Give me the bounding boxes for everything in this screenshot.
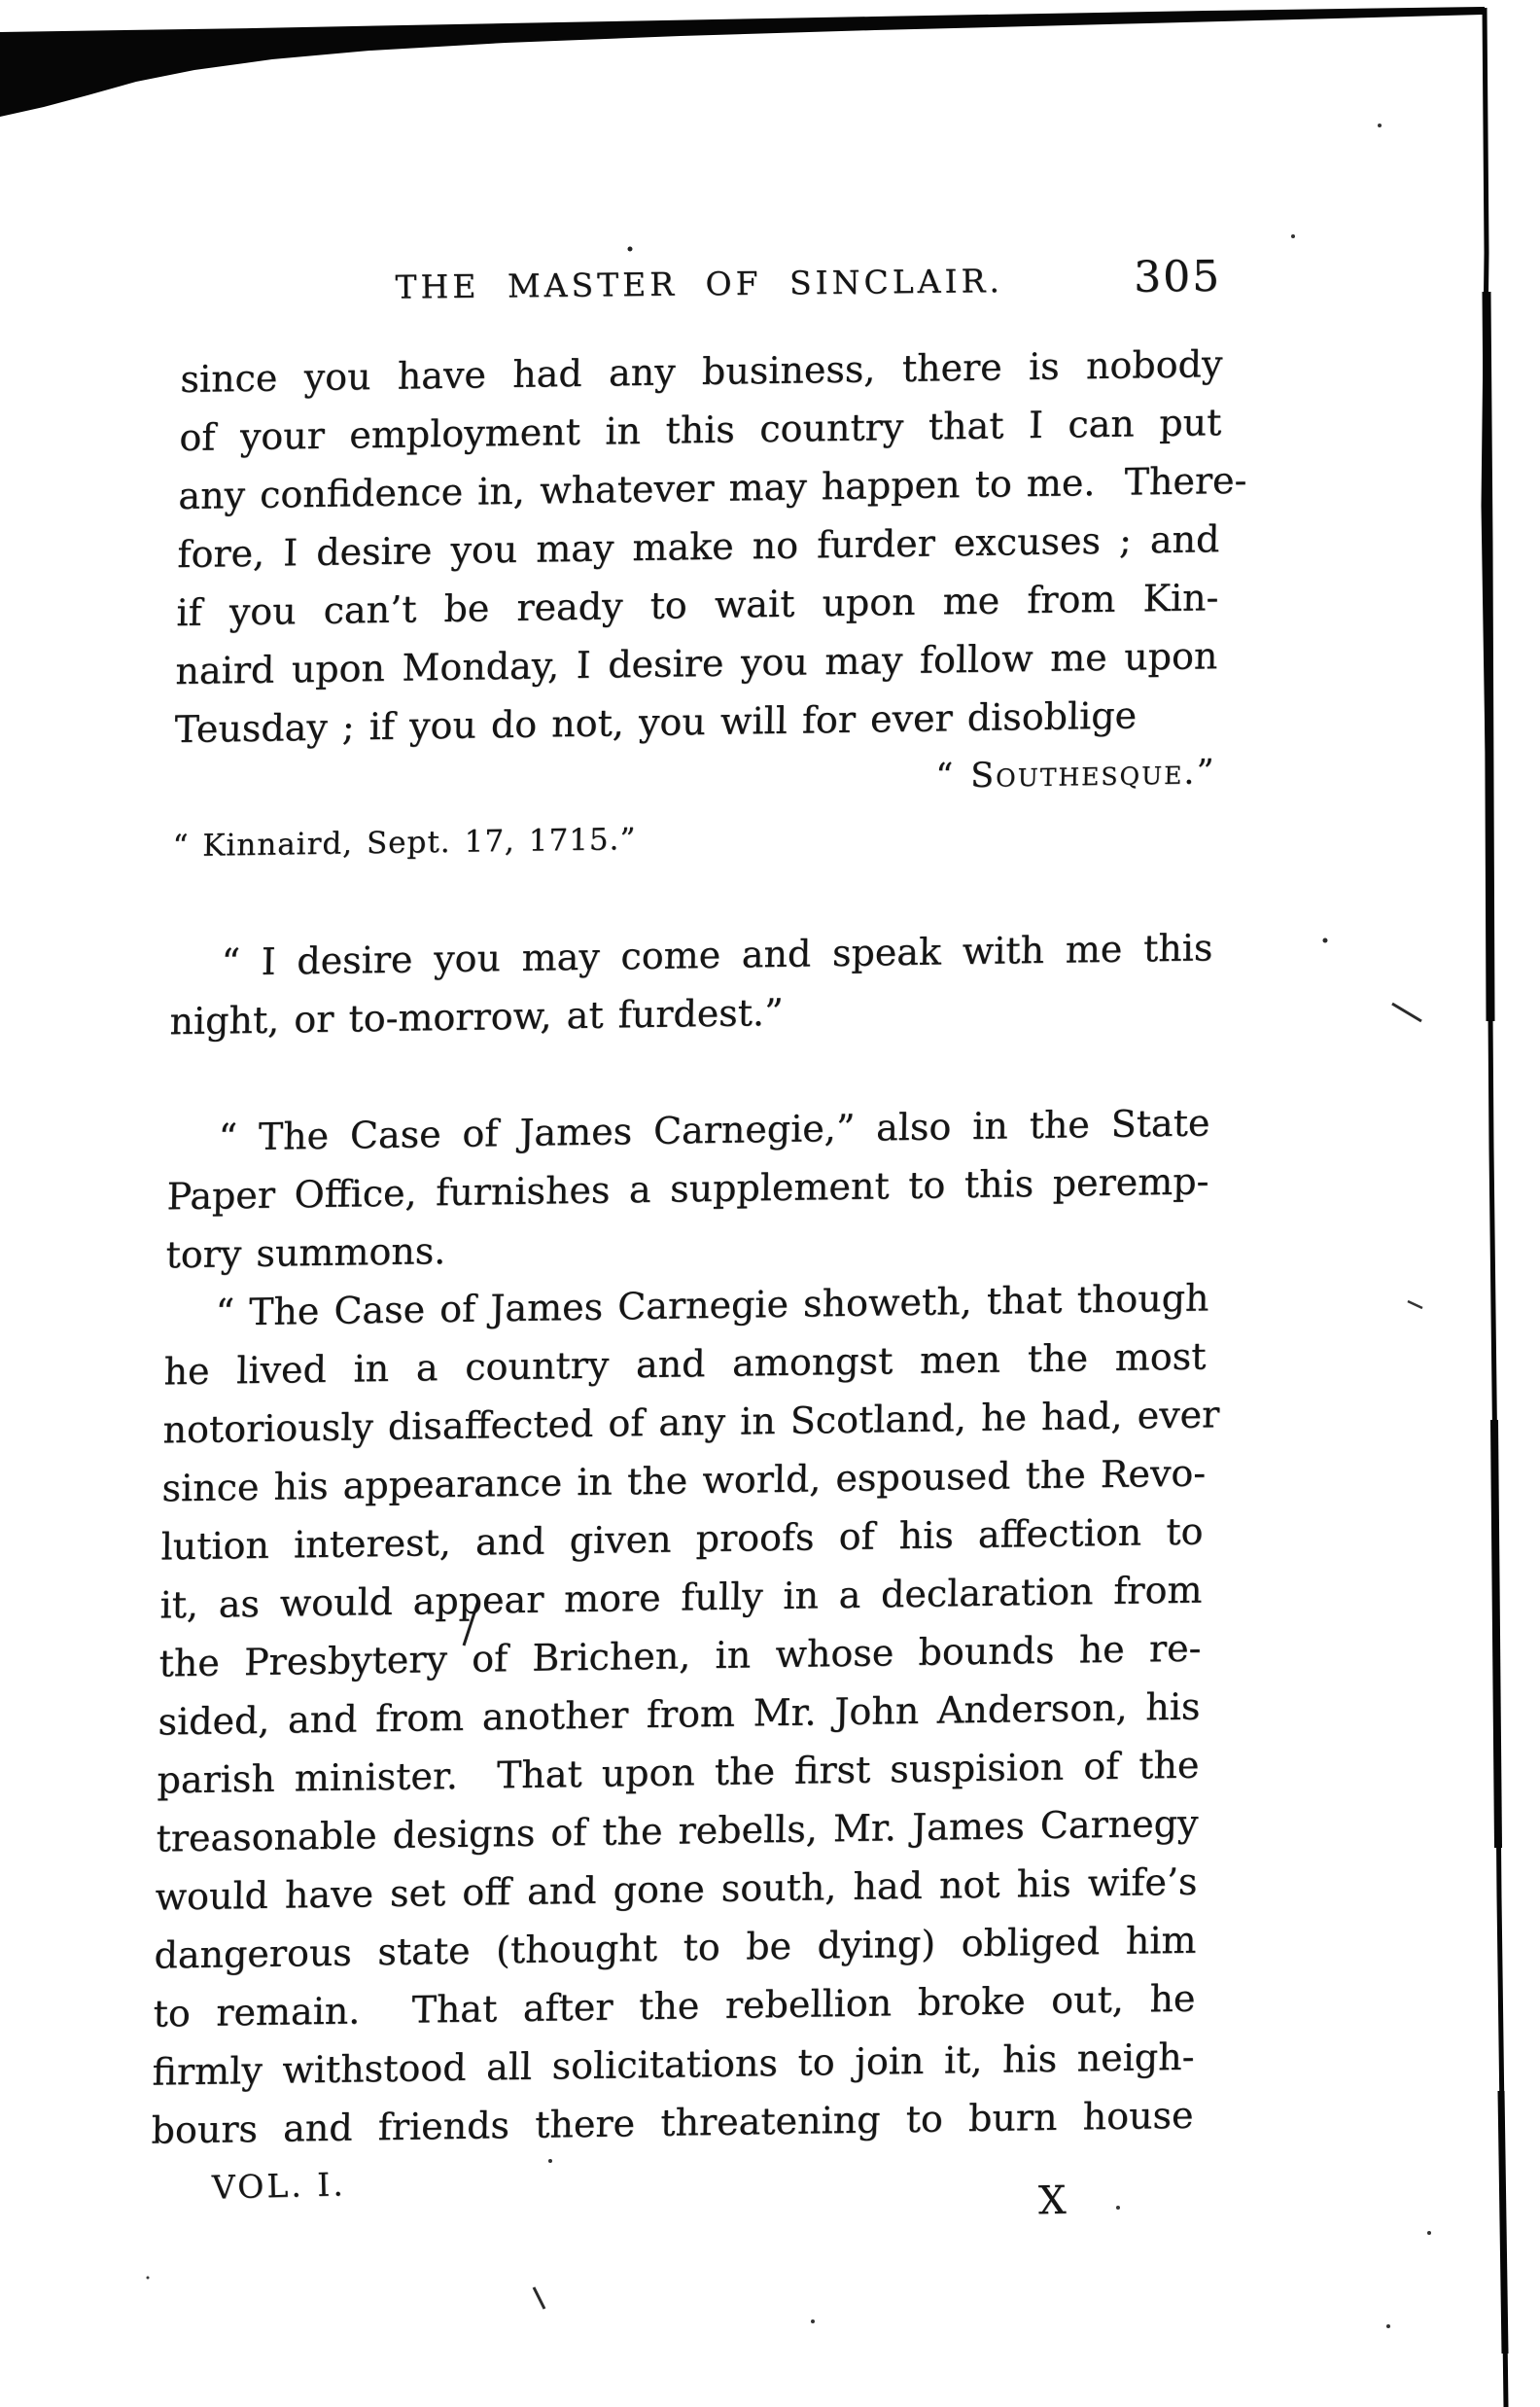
text-line: notoriously disaffected of any in Scotland, he had, ever: [162, 1393, 1220, 1452]
signature-line: “ Southesque.”: [934, 753, 1216, 796]
text-line: Teusday ; if you do not, you will for ever disoblige: [174, 693, 1138, 752]
text-line: to remain. That after the rebellion broke out, he: [153, 1976, 1196, 2035]
scan-speck: [1323, 938, 1328, 943]
scan-edge-artifact-right: [1484, 8, 1506, 2407]
volume-label: VOL. I.: [211, 2165, 347, 2207]
text-line: since his appearance in the world, espoused the Revo-: [161, 1451, 1207, 1510]
text-line: dangerous state (thought to be dying) obliged him: [154, 1918, 1197, 1977]
text-line: “ I desire you may come and speak with me this: [221, 926, 1213, 984]
text-line: firmly withstood all solicitations to join it, his neigh-: [152, 2035, 1195, 2094]
text-line: he lived in a country and amongst men the most: [163, 1334, 1207, 1394]
page-header: [177, 251, 1222, 329]
text-line: any confidence in, whatever may happen to me. There-: [178, 458, 1247, 518]
dateline: “ Kinnaird, Sept. 17, 1715.”: [172, 822, 637, 865]
text-line: treasonable designs of the rebells, Mr. James Carnegy: [156, 1801, 1199, 1860]
scan-speck: [1116, 2206, 1120, 2210]
text-line: “ The Case of James Carnegie showeth, that though: [215, 1276, 1209, 1334]
text-line: sided, and from another from Mr. John Anderson, his: [158, 1684, 1201, 1744]
text-column: [151, 335, 1247, 2160]
text-line: fore, I desire you may make no furder excuses ; and: [177, 517, 1220, 577]
text-line: if you can’t be ready to wait upon me from Kin-: [176, 576, 1219, 635]
text-line: tory summons.: [165, 1229, 446, 1277]
page-number: 305: [1133, 251, 1222, 302]
text-line: lution interest, and given proofs of his affection to: [160, 1509, 1204, 1569]
text-line: would have set off and gone south, had not his wife’s: [155, 1859, 1198, 1919]
scan-speck: [628, 247, 633, 252]
text-line: the Presbytery of Brichen, in whose bounds he re-: [158, 1626, 1202, 1685]
scan-edge-artifact-right-thick-1: [1487, 292, 1490, 1021]
scan-mark-right-margin: [1392, 1004, 1421, 1021]
scan-edge-artifact-right-thick-2: [1494, 1420, 1498, 1848]
scan-speck: [1291, 234, 1295, 238]
text-line: it, as would appear more fully in a declaration from: [159, 1568, 1203, 1627]
text-line: “ The Case of James Carnegie,” also in the State: [218, 1101, 1210, 1159]
text-line: Paper Office, furnishes a supplement to this peremp-: [166, 1159, 1209, 1219]
scan-mark-bottom-backslash: [534, 2287, 544, 2309]
text-line: of your employment in this country that I can put: [179, 401, 1222, 460]
text-line: parish minister. That upon the first suspision of the: [157, 1743, 1200, 1802]
scan-speck: [147, 2277, 150, 2280]
scan-edge-artifact-top: [0, 7, 1485, 117]
running-title: THE MASTER OF SINCLAIR.: [395, 262, 1004, 306]
text-line: naird upon Monday, I desire you may follow me upon: [175, 634, 1218, 693]
scan-speck: [1386, 2324, 1390, 2328]
scan-speck: [811, 2319, 815, 2323]
scan-mark-right-tilde: [1408, 1301, 1422, 1308]
scan-edge-artifact-right-thick-3: [1501, 2091, 1505, 2354]
scan-speck: [548, 2159, 552, 2163]
scan-speck: [1378, 124, 1382, 127]
text-line: since you have had any business, there is nobody: [180, 342, 1223, 402]
text-line: night, or to-morrow, at furdest.”: [169, 990, 784, 1044]
printers-signature-mark: X: [1037, 2177, 1067, 2224]
text-line: bours and friends there threatening to burn house: [151, 2093, 1194, 2152]
scan-speck: [1427, 2231, 1431, 2235]
